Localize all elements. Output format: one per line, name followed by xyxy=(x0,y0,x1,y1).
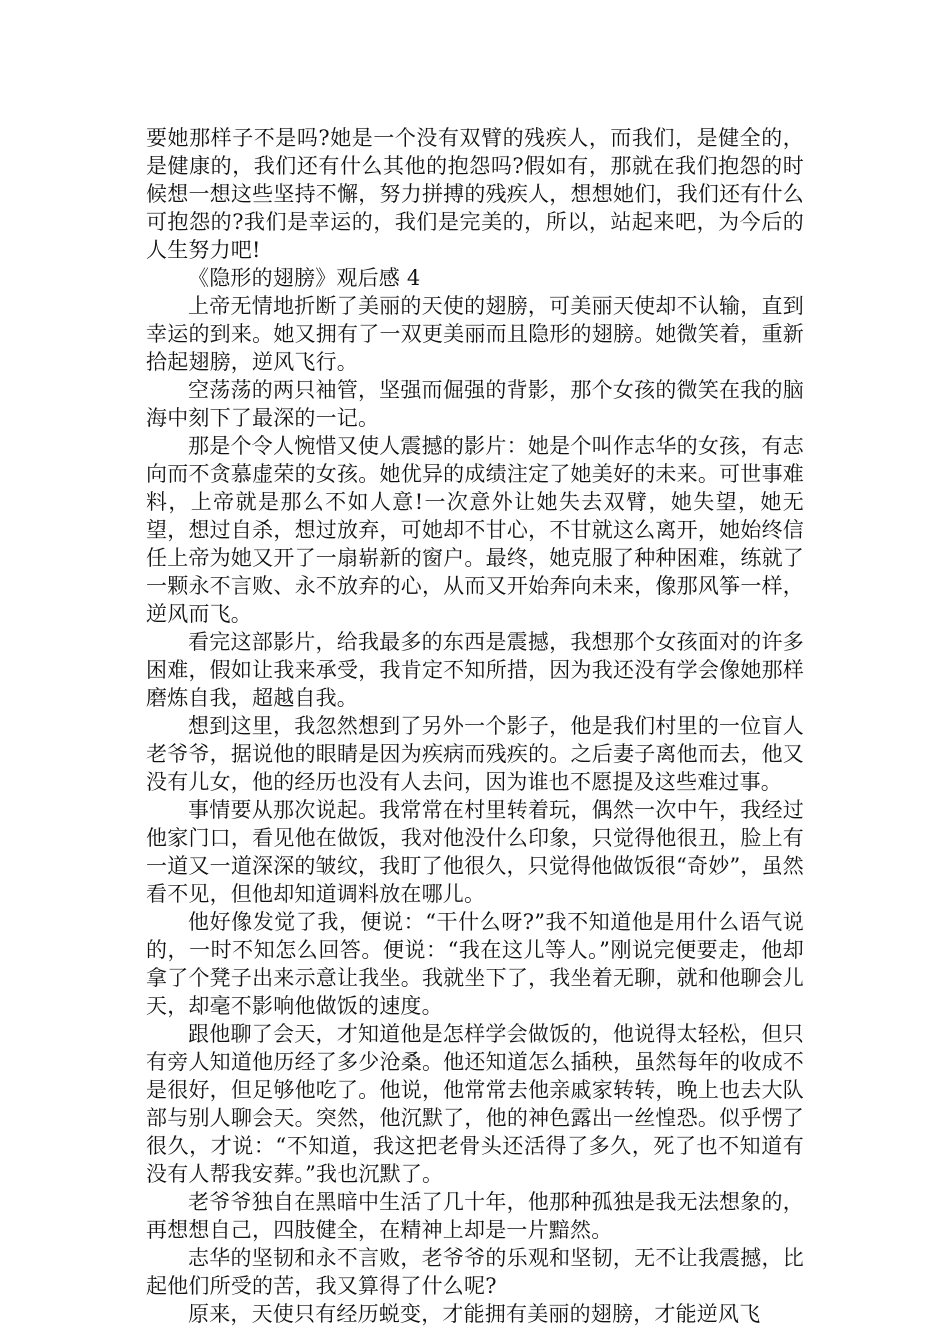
paragraph-truncated: 原来，天使只有经历蜕变，才能拥有美丽的翅膀，才能逆风飞 xyxy=(188,1302,761,1326)
paragraph: 空荡荡的两只袖管，坚强而倔强的背影，那个女孩的微笑在我的脑海中刻下了最深的一记。 xyxy=(146,378,804,430)
essay-body xyxy=(146,124,804,1328)
paragraph-continuation: 要她那样子不是吗?她是一个没有双臂的残疾人，而我们，是健全的，是健康的，我们还有什么其他的抱怨吗?假如有，那就在我们抱怨的时候想一想这些坚持不懈，努力拼搏的残疾人，想想她们，我们还有什么可抱怨的?我们是幸运的，我们是完美的，所以，站起来吧，为今后的人生努力吧! xyxy=(146,126,804,262)
paragraph: 那是个令人惋惜又使人震撼的影片：她是个叫作志华的女孩，有志向而不贪慕虚荣的女孩。她优异的成绩注定了她美好的未来。可世事难料，上帝就是那么不如人意!一次意外让她失去双臂，她失望，她无望，想过自杀，想过放弃，可她却不甘心，不甘就这么离开，她始终信任上帝为她又开了一扇崭新的窗户。最终，她克服了种种困难，练就了一颗永不言败、永不放弃的心，从而又开始奔向未来，像那风筝一样，逆风而飞。 xyxy=(146,434,804,626)
paragraph: 看完这部影片，给我最多的东西是震撼，我想那个女孩面对的许多困难，假如让我来承受，我肯定不知所措，因为我还没有学会像她那样磨炼自我，超越自我。 xyxy=(146,630,804,710)
paragraph: 跟他聊了会天，才知道他是怎样学会做饭的，他说得太轻松，但只有旁人知道他历经了多少沧桑。他还知道怎么插秧，虽然每年的收成不是很好，但足够他吃了。他说，他常常去他亲戚家转转，晚上也去大队部与别人聊会天。突然，他沉默了，他的神色露出一丝惶恐。似乎愣了很久，才说：“不知道，我这把老骨头还活得了多久，死了也不知道有没有人帮我安葬。”我也沉默了。 xyxy=(146,1022,804,1186)
paragraph: 想到这里，我忽然想到了另外一个影子，他是我们村里的一位盲人老爷爷，据说他的眼睛是因为疾病而残疾的。之后妻子离他而去，他又没有儿女，他的经历也没有人去问，因为谁也不愿提及这些难过事。 xyxy=(146,714,804,794)
paragraph: 他好像发觉了我，便说：“干什么呀?”我不知道他是用什么语气说的，一时不知怎么回答。便说：“我在这儿等人。”刚说完便要走，他却拿了个凳子出来示意让我坐。我就坐下了，我坐着无聊，就和他聊会儿天，却毫不影响他做饭的速度。 xyxy=(146,910,804,1018)
paragraph: 老爷爷独自在黑暗中生活了几十年，他那种孤独是我无法想象的，再想想自己，四肢健全，在精神上却是一片黯然。 xyxy=(146,1190,804,1242)
paragraph: 志华的坚韧和永不言败，老爷爷的乐观和坚韧，无不让我震撼，比起他们所受的苦，我又算得了什么呢? xyxy=(146,1246,804,1298)
paragraph: 事情要从那次说起。我常常在村里转着玩，偶然一次中午，我经过他家门口，看见他在做饭，我对他没什么印象，只觉得他很丑，脸上有一道又一道深深的皱纹，我盯了他很久，只觉得他做饭很“奇妙”，虽然看不见，但他却知道调料放在哪儿。 xyxy=(146,798,804,906)
paragraph: 上帝无情地折断了美丽的天使的翅膀，可美丽天使却不认输，直到幸运的到来。她又拥有了一双更美丽而且隐形的翅膀。她微笑着，重新拾起翅膀，逆风飞行。 xyxy=(146,294,804,374)
section-title: 《隐形的翅膀》观后感 4 xyxy=(188,266,421,290)
